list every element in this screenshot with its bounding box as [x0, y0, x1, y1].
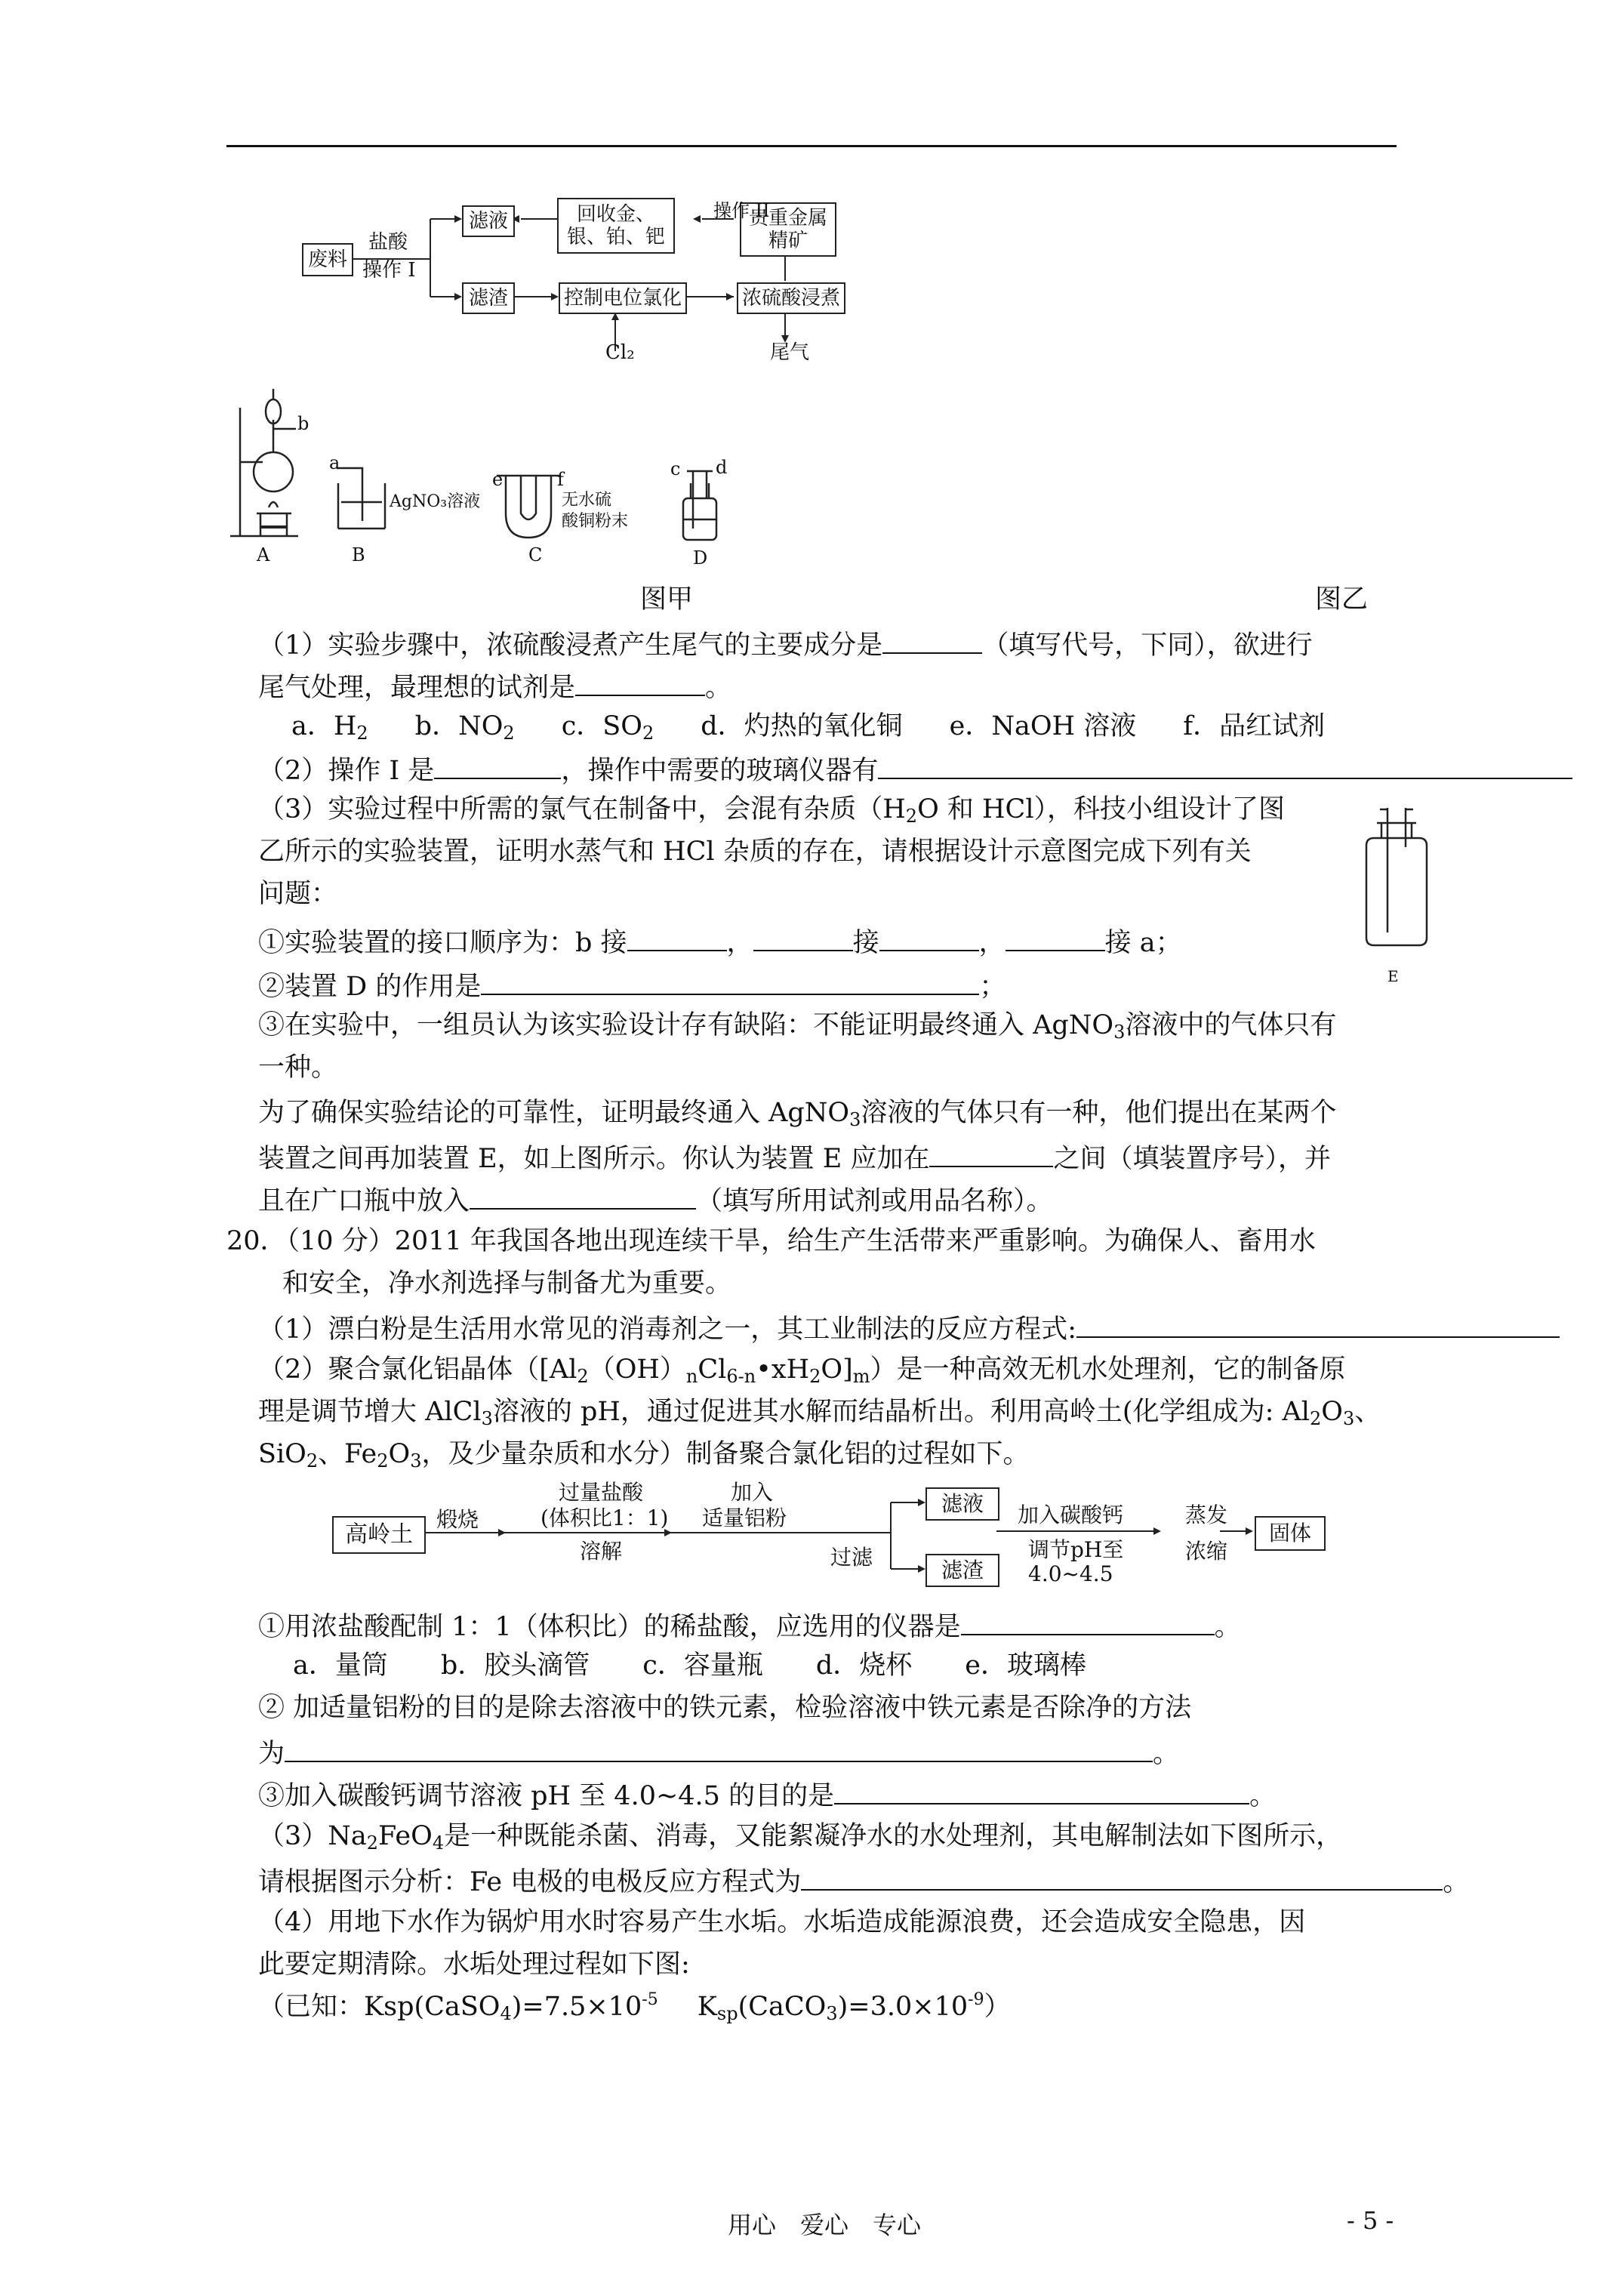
q19-p3-line2: 乙所示的实验装置，证明水蒸气和 HCl 杂质的存在，请根据设计示意图完成下列有关 [258, 837, 1252, 867]
q20-p3-line1: $(3)Na_2FeO_4$是一种既能杀菌、消毒，又能絮凝净水的水处理剂，其电解制法如下图所示， [258, 1821, 1343, 1854]
app-label-b: B [352, 544, 365, 566]
q19-p3-line1: （3）实验过程中所需的氯气在制备中，会混有杂质（$H_2O$ 和 HCl），科技小组设计了图 [258, 794, 1286, 827]
flow-recover-l2: 银、铂、钯 [566, 226, 665, 248]
app-port-c: c [670, 458, 681, 479]
q20-head-line2: 和安全，净水剂选择与制备尤为重要。 [282, 1268, 732, 1299]
flow2-filter-label: 过滤 [830, 1545, 873, 1570]
flow2-al-l2: 适量铝粉 [702, 1505, 787, 1530]
flow2-ph-l2: 4.0~4.5 [1028, 1561, 1113, 1586]
app-port-b: b [297, 413, 310, 434]
flow-tail-label: 尾气 [770, 341, 810, 364]
flowchart-pac-arrows [0, 1435, 1359, 1631]
flow-recover-l1: 回收金、 [576, 203, 655, 226]
flow2-calcine-label: 煅烧 [436, 1507, 479, 1532]
q19-s3-line1: ③在实验中，一组员认为该实验设计存有缺陷：不能证明最终通入 AgNO$_3$溶液中的气体只有 [258, 1010, 1337, 1043]
q20-p2-line1: （2）聚合氯化铝晶体$([Al_2(OH)_nCl_{6-n}•xH_2O]_m)$是一种高效无机水处理剂，它的制备原 [258, 1354, 1346, 1387]
flow-leach-box: 浓硫酸浸煮 [737, 282, 845, 314]
q19-s4-line2: 装置之间再加装置 E，如上图所示。你认为装置 E 应加在 之间（填装置序号），并 [258, 1137, 1331, 1177]
fig-caption-jia: 图甲 [640, 584, 694, 615]
flow-op1-label: 操作 I [362, 259, 416, 282]
app-label-d: D [693, 547, 708, 569]
flow-acid-label: 盐酸 [368, 231, 408, 254]
flow2-kaolin-box: 高岭土 [332, 1516, 426, 1554]
q20-p4-line2: 此要定期清除。水垢处理过程如下图: [258, 1949, 690, 1980]
flow2-evap-l1: 蒸发 [1185, 1502, 1228, 1527]
flow-chlorination-box: 控制电位氯化 [559, 282, 687, 314]
flow-feed-box: 废料 [302, 243, 353, 276]
apparatus-drawing [0, 0, 906, 574]
app-agno3-label: AgNO₃溶液 [390, 492, 481, 511]
app-cuso4-l1: 无水硫 [562, 491, 612, 510]
flow-filtrate-box: 滤液 [462, 205, 515, 237]
q20-p1: （1）漂白粉是生活用水常见的消毒剂之一，其工业制法的反应方程式: [258, 1308, 1560, 1348]
flow2-caco3-label: 加入碳酸钙 [1018, 1502, 1124, 1527]
q20-ksp-line: （已知：$Ksp(CaSO_4)=7.5\times 10^{-5}$ $K_{sp}(CaCO_3)=3.0\times 10^{-9}$） [258, 1990, 1011, 2024]
q20-sub1-options: a．量筒 b．胶头滴管 c．容量瓶 d．烧杯 e．玻璃棒 [293, 1650, 1086, 1681]
flow-concentrate-l2: 精矿 [768, 230, 808, 252]
flow2-residue-box: 滤渣 [925, 1554, 999, 1587]
q20-p4-line1: （4）用地下水作为锅炉用水时容易产生水垢。水垢造成能源浪费，还会造成安全隐患，因 [258, 1907, 1306, 1937]
q20-sub3: ③加入碳酸钙调节溶液 pH 至 4.0~4.5 的目的是 。 [258, 1774, 1276, 1814]
q20-p3-line2: 请根据图示分析：Fe 电极的电极反应方程式为 。 [258, 1860, 1469, 1900]
q19-p2: （2）操作 I 是 ，操作中需要的玻璃仪器有 [258, 749, 1572, 789]
apparatus-e-bottle [1351, 800, 1442, 959]
flow2-evap-l2: 浓缩 [1185, 1539, 1228, 1564]
flow2-al-l1: 加入 [731, 1480, 774, 1505]
flow2-filtrate-box: 滤液 [925, 1487, 999, 1521]
q19-options: a．$H_2$ b．$NO_2$ c．$SO_2$ d．灼热的氧化铜 e．NaOH 溶液 f．品红试剂 [291, 711, 1326, 744]
q19-s4-line1: 为了确保实验结论的可靠性，证明最终通入 AgNO$_3$溶液的气体只有一种，他们提出在某两个 [258, 1098, 1337, 1130]
q20-p2-line2: 理是调节增大 AlCl$_3$溶液的 pH，通过促进其水解而结晶析出。利用高岭土(化学组成为: $Al_2O_3$、 [258, 1397, 1381, 1429]
flow-residue-box: 滤渣 [462, 282, 515, 314]
app-port-a: a [329, 452, 340, 473]
q20-sub1: ①用浓盐酸配制 1：1（体积比）的稀盐酸，应选用的仪器是 。 [258, 1605, 1241, 1645]
app-port-d: d [716, 457, 728, 478]
fig-caption-yi: 图乙 [1315, 584, 1369, 615]
flow2-hcl-l1: 过量盐酸 [559, 1480, 644, 1505]
q19-s1: ①实验装置的接口顺序为：b 接 ， 接 ， 接 a； [258, 921, 1182, 961]
q20-head-line1: 20．（10 分）2011 年我国各地出现连续干旱，给生产生活带来严重影响。为确保人、畜用水 [226, 1226, 1316, 1256]
q20-sub2-line1: ② 加适量铝粉的目的是除去溶液中的铁元素，检验溶液中铁元素是否除净的方法 [258, 1693, 1192, 1723]
flow2-hcl-l2: (体积比1：1) [540, 1505, 669, 1530]
q19-p1-line1: （1）实验步骤中，浓硫酸浸煮产生尾气的主要成分是 （填写代号，下同），欲进行 [258, 624, 1313, 664]
app-cuso4-l2: 酸铜粉末 [562, 512, 629, 531]
q19-p3-line3: 问题： [258, 879, 338, 909]
flow2-ph-l1: 调节pH至 [1028, 1537, 1124, 1562]
q19-p1-line2: 尾气处理，最理想的试剂是 。 [258, 666, 731, 706]
flow-op2-label: 操作 II [713, 200, 770, 221]
flow-concentrate-l1: 贵重金属 [748, 207, 827, 230]
flow2-solid-box: 固体 [1255, 1516, 1326, 1551]
q20-sub2-line2: 为 。 [258, 1732, 1179, 1772]
q19-s3-line2: 一种。 [258, 1052, 338, 1083]
app-port-e: e [492, 469, 504, 490]
app-label-c: C [528, 544, 543, 566]
flow2-dissolve-label: 溶解 [580, 1539, 623, 1564]
page-number: - 5 - [1347, 2206, 1394, 2235]
q20-p2-line3: SiO$_2$、$Fe_2O_3$，及少量杂质和水分）制备聚合氯化铝的过程如下。 [258, 1439, 1030, 1472]
flow-cl2-label: Cl₂ [605, 341, 635, 364]
q19-s4-line3: 且在广口瓶中放入 （填写所用试剂或用品名称）。 [258, 1179, 1053, 1219]
app-label-a: A [257, 544, 270, 566]
app-port-f: f [557, 469, 564, 490]
app-label-e: E [1387, 967, 1399, 985]
q19-s2: ②装置 D 的作用是 ； [258, 965, 1006, 1005]
footer-motto: 用心 爱心 专心 [728, 2211, 922, 2239]
